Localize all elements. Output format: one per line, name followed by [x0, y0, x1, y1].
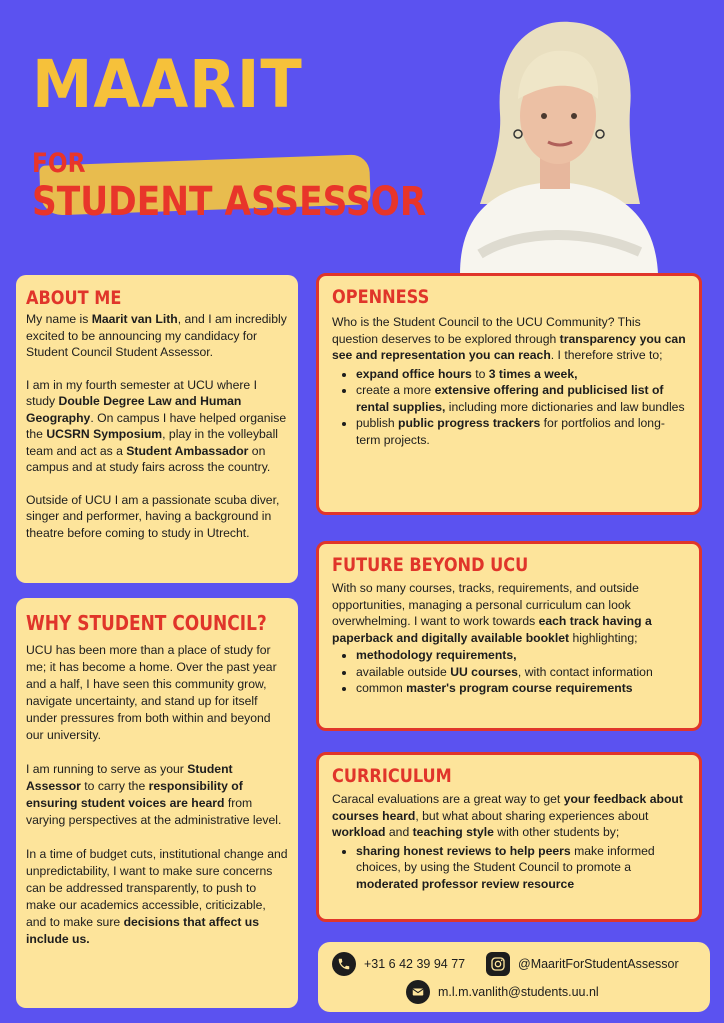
text-run: UCU has been more than a place of study for me; it has become a home. Over the past year and a half, I have seen this community grow, navigate uncertainty, and stand up for itself under pressures from both within and beyond our university.: [26, 643, 277, 742]
list-item: [356, 382, 687, 415]
future-intro: [332, 580, 687, 646]
text-run: for portfolios and long-term projects.: [356, 416, 665, 447]
text-run: I am running to serve as your: [26, 762, 188, 776]
text-run: on campus and at study fairs across the country.: [26, 443, 271, 474]
bold-text: workload: [332, 825, 386, 839]
text-run: publish: [356, 416, 399, 430]
bold-text: your feedback about courses heard: [332, 792, 683, 823]
instagram-handle[interactable]: @MaaritForStudentAssessor: [518, 957, 679, 971]
bold-text: teaching style: [412, 825, 494, 839]
text-run: . On campus I have helped organise the: [26, 410, 287, 441]
bold-text: responsibility of ensuring student voices are heard: [26, 779, 243, 810]
text-run: , play in the volleyball team and act as a: [26, 427, 279, 458]
text-run: . I therefore strive to;: [550, 348, 663, 362]
phone-icon: [332, 952, 356, 976]
future-card: [316, 541, 702, 731]
text-run: Caracal evaluations are a great way to get: [332, 792, 564, 806]
text-run: , but what about sharing experiences about: [415, 808, 649, 823]
about-card: [16, 275, 298, 583]
openness-title: OPENNESS: [332, 286, 430, 308]
about-paragraph-1: [26, 311, 288, 361]
bold-text: methodology requirements,: [356, 648, 517, 662]
list-item: [356, 843, 687, 893]
text-run: to carry the: [80, 779, 149, 793]
text-run: and: [385, 825, 413, 839]
openness-intro: [332, 314, 687, 364]
text-run: Who is the Student Council to the UCU Community? This question deserves to be explored through: [332, 315, 641, 346]
text-run: from varying perspectives at the administrative level.: [26, 796, 282, 827]
bold-text: Maarit van Lith: [91, 312, 178, 326]
phone-number[interactable]: +31 6 42 39 94 77: [364, 957, 466, 971]
bold-text: master's program course requirements: [406, 681, 633, 695]
text-run: Outside of UCU I am a passionate scuba diver, singer and performer, having a background in theatre before coming to study in Utrecht.: [26, 492, 280, 540]
bold-text: transparency you can see and representation you can reach: [332, 331, 686, 362]
list-item: [356, 647, 687, 664]
contact-box: [318, 942, 710, 1012]
bold-text: expand office hours: [356, 366, 472, 381]
email-icon: [406, 980, 430, 1004]
text-run: In a time of budget cuts, institutional change and unpredictability, I want to make sure concerns can be addressed transparently, to push to make our academics accessible, criticizable, and to make sure: [26, 847, 288, 929]
text-run: with other students by;: [493, 825, 620, 839]
candidate-portrait: [440, 4, 670, 274]
future-title: FUTURE BEYOND UCU: [332, 554, 529, 576]
openness-card: [316, 273, 702, 515]
candidate-name: MAARIT: [32, 46, 303, 123]
curriculum-title: CURRICULUM: [332, 765, 452, 787]
curriculum-intro: [332, 791, 687, 841]
about-paragraph-3: [26, 492, 288, 542]
role-label: STUDENT ASSESSOR: [32, 179, 427, 225]
text-run: I am in my fourth semester at UCU where I study: [26, 377, 257, 408]
text-run: to: [471, 366, 489, 381]
bold-text: 3 times a week,: [488, 366, 578, 381]
text-run: common: [356, 681, 407, 695]
future-list: [332, 647, 687, 697]
list-item: [356, 680, 687, 697]
bold-text: UCSRN Symposium: [46, 427, 163, 441]
text-run: including more dictionaries and law bundles: [445, 399, 685, 414]
text-run: With so many courses, tracks, requirements, and outside opportunities, managing a personal curriculum can look overwhelming. I want to work towards: [332, 581, 639, 628]
why-paragraph-2: [26, 761, 288, 829]
why-paragraph-3: [26, 846, 288, 948]
openness-list: [332, 366, 687, 449]
bold-text: UU courses: [450, 664, 518, 679]
list-item: [356, 664, 687, 681]
bold-text: moderated professor review resource: [356, 876, 575, 891]
text-run: highlighting;: [569, 630, 638, 645]
bold-text: decisions that affect us include us.: [26, 915, 260, 946]
text-run: make informed choices, by using the Student Council to promote a: [356, 843, 655, 874]
text-run: create a more: [356, 383, 435, 397]
text-run: , with contact information: [517, 664, 653, 679]
bold-text: Double Degree Law and Human Geography: [26, 394, 242, 425]
text-run: My name is: [26, 312, 92, 326]
why-paragraph-1: [26, 642, 288, 744]
bold-text: Student Assessor: [26, 762, 233, 793]
list-item: [356, 366, 687, 383]
instagram-icon: [486, 952, 510, 976]
text-run: available outside: [356, 664, 451, 679]
bold-text: each track having a paperback and digitally available booklet: [332, 614, 652, 645]
curriculum-card: [316, 752, 702, 922]
bold-text: public progress trackers: [398, 416, 541, 430]
about-title: ABOUT ME: [26, 287, 122, 309]
about-paragraph-2: [26, 377, 288, 476]
why-title: WHY STUDENT COUNCIL?: [26, 611, 267, 635]
bold-text: extensive offering and publicised list of rental supplies,: [356, 383, 664, 414]
curriculum-list: [332, 843, 687, 893]
text-run: , and I am incredibly excited to be announcing my candidacy for Student Council Student Assessor.: [26, 312, 287, 359]
why-card: [16, 598, 298, 1008]
email-address[interactable]: m.l.m.vanlith@students.uu.nl: [438, 985, 599, 999]
list-item: [356, 415, 687, 448]
for-label: FOR: [32, 148, 86, 179]
bold-text: sharing honest reviews to help peers: [356, 843, 571, 858]
bold-text: Student Ambassador: [126, 443, 249, 458]
